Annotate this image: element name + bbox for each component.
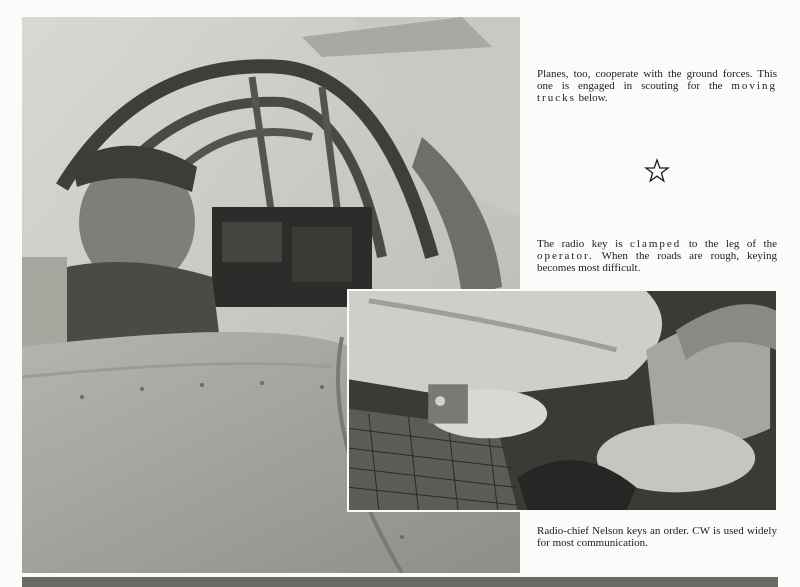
caption-planes: Planes, too, cooperate with the ground forces. This one is engaged in scouting for the moving trucks below.: [537, 68, 777, 104]
caption-radio-key: The radio key is clamped to the leg of the operator. When the roads are rough, keying becomes most difficult.: [537, 238, 777, 274]
caption-nelson: Radio-chief Nelson keys an order. CW is used widely for most communication.: [537, 525, 777, 549]
radio-key-photo: [347, 289, 778, 512]
star-icon: [644, 158, 670, 184]
bottom-photo-strip: [22, 577, 778, 587]
